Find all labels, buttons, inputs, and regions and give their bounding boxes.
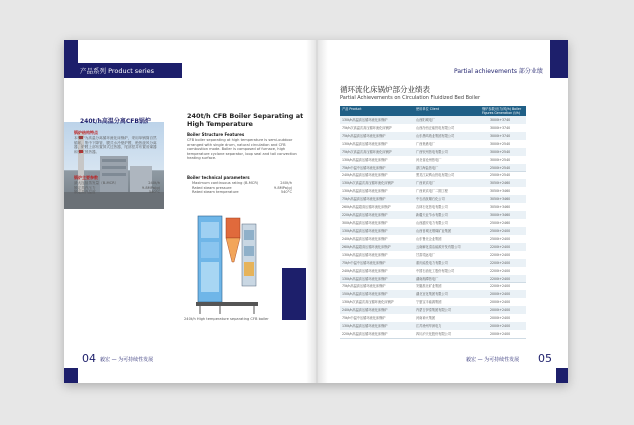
cell-client: 湖南湘潭热电厂 — [416, 276, 439, 281]
cell-client: 山东晨鸣纸业集团有限公司 — [416, 133, 455, 138]
param-en-row: Rated steam pressure 9.8MPa(g) — [192, 185, 292, 190]
table-body — [340, 116, 526, 338]
cell-client: 安徽淮北矿业集团 — [416, 284, 442, 289]
cell-capacity: 2000t+2400 — [490, 300, 511, 305]
features-en-title: Boiler Structure Features — [187, 132, 245, 137]
cell-product: 75t/h中温中压循环流化床锅炉 — [342, 165, 386, 170]
cell-capacity: 2200t+2400 — [490, 244, 511, 249]
cell-product: 240t/h高温高压循环流化床锅炉 — [342, 173, 388, 178]
cell-product: 75t/h高温高压循环流化床锅炉 — [342, 197, 386, 202]
param-cn-row: 最大连续蒸发量（B-MCR） 240t/h — [74, 181, 160, 185]
table-row — [340, 330, 526, 339]
cell-capacity: 3000t+3740 — [490, 125, 511, 130]
param-cn-row: 额定蒸汽压力 9.8MPa(g) — [74, 185, 160, 190]
cell-client: 广西钦州热电有限公司 — [416, 149, 448, 154]
footer-text-left: 毅宏 — 为可持续性发展 — [100, 357, 154, 363]
table-header — [340, 106, 526, 116]
cell-product: 130t/h高温高压循环流化床锅炉 — [342, 228, 388, 233]
cell-capacity: 2200t+2400 — [490, 284, 511, 289]
cell-capacity: 2200t+2400 — [490, 276, 511, 281]
cell-client: 云南解化清洁能源开发有限公司 — [416, 244, 461, 249]
cell-capacity: 3000t+2540 — [490, 157, 511, 162]
cell-product: 75t/h中温中压循环流化床锅炉 — [342, 316, 386, 321]
cell-product: 75t/h高温高压循环流化床锅炉 — [342, 284, 386, 289]
cell-product: 150t/h高温高压循环流化床锅炉 — [342, 292, 388, 297]
cell-capacity: 3050t+3460 — [490, 189, 511, 194]
cell-capacity: 3000t+3740 — [490, 117, 511, 122]
cell-capacity: 2000t+2400 — [490, 332, 511, 337]
cell-capacity: 3050t+3460 — [490, 197, 511, 202]
cell-client: 内蒙古伊泰集团有限公司 — [416, 308, 452, 313]
cell-product: 75t/h中温中压循环流化床锅炉 — [342, 260, 386, 265]
cell-product: 220t/h高温高压循环流化床锅炉 — [342, 332, 388, 337]
cell-client: 四川泸天化股份有限公司 — [416, 332, 452, 337]
cell-product: 130t/h高温高压循环流化床锅炉 — [342, 276, 388, 281]
cell-product: 75t/h次高温次高压循环流化床锅炉 — [342, 125, 392, 130]
cell-client: 江苏徐州华润电力 — [416, 324, 442, 329]
cell-client: 山西晋城无烟煤矿业集团 — [416, 228, 452, 233]
top-right-navy-corner — [550, 40, 568, 78]
cell-client: 中国石油化工股份有限公司 — [416, 268, 455, 273]
features-en-text: CFB boiler separating at high temperature is semi-outdoor arranged with single drum, natural circulation and CFB combustion mode. Boiler is composed of furnace, high temperature cyclone separator, loop seal and tail convection heating surface. — [187, 138, 297, 161]
cell-capacity: 3050t+3460 — [490, 205, 511, 210]
cell-client: 黑龙江双鸭山热电有限公司 — [416, 173, 455, 178]
features-cn-text: 本锅炉为高温分离循环流化床锅炉，采用单锅筒自然循环，集中下降管，膜式水冷壁炉膛，绝热旋风分离器，炉膛上部布置屏式过热器，尾部竖井布置省煤器和空气预热器。 — [74, 136, 157, 154]
footer-text-right: 毅宏 — 为可持续性发展 — [466, 357, 520, 363]
product-title-cn: 240t/h高温分离CFB锅炉 — [80, 118, 151, 125]
cell-client: 山西潞安电力有限公司 — [416, 221, 448, 226]
cell-product: 75t/h次高温次高压循环流化床锅炉 — [342, 149, 392, 154]
footer-page-number-left: 04 — [82, 352, 96, 365]
cell-client: 山东鲁北企业集团 — [416, 236, 442, 241]
left-page — [64, 40, 316, 383]
params-cn-title: 锅炉主要参数 — [74, 175, 98, 180]
achievements-title-en: Partial Achievements on Circulation Fluidized Bed Boiler — [340, 95, 481, 101]
params-en-title: Boiler technical parameters — [187, 175, 250, 180]
cell-capacity: 2500t+2400 — [490, 236, 511, 241]
boiler-cross-section-drawing — [192, 210, 262, 318]
cell-client: 新疆天业节水有限公司 — [416, 213, 448, 218]
param-en-row: Maximum continuous rating (B-MCR) 240t/h — [192, 181, 292, 185]
features-cn-title: 锅炉结构特点 — [74, 130, 98, 135]
cell-client: 甘肃靖远电厂 — [416, 252, 436, 257]
cell-client: 河南神火集团 — [416, 316, 436, 321]
cell-product: 130t/h高温高压循环流化床锅炉 — [342, 117, 388, 122]
brochure-spread — [64, 40, 568, 383]
cell-capacity: 2500t+2540 — [490, 165, 511, 170]
cell-capacity: 3000t+3740 — [490, 133, 511, 138]
cell-product: 130t/h高温高压循环流化床锅炉 — [342, 252, 388, 257]
cell-client: 河北省沧州热电厂 — [416, 157, 442, 162]
cell-product: 130t/h高温高压循环流化床锅炉 — [342, 141, 388, 146]
cell-product: 220t/h高温高压循环流化床锅炉 — [342, 213, 388, 218]
header-product: 产品 Product — [342, 107, 362, 111]
cell-capacity: 2500t+2540 — [490, 173, 511, 178]
cell-capacity: 2000t+2400 — [490, 316, 511, 321]
cell-product: 300t/h高温高压循环流化床锅炉 — [342, 221, 388, 226]
cell-capacity: 2000t+2400 — [490, 292, 511, 297]
cell-client: 山西阳城电厂 — [416, 117, 436, 122]
cell-product: 130t/h高温高压循环流化床锅炉 — [342, 324, 388, 329]
cell-capacity: 2200t+2400 — [490, 252, 511, 257]
footer-bar-right — [556, 368, 568, 383]
footer-bar-left — [64, 368, 78, 383]
header-label-right: Partial achievements 部分业绩 — [454, 68, 543, 75]
cell-product: 130t/h次高温次高压循环流化床锅炉 — [342, 181, 394, 186]
cell-product: 260t/h高温超高压循环流化床锅炉 — [342, 205, 391, 210]
footer-page-number-right: 05 — [538, 352, 552, 365]
cell-product: 130t/h高温高压循环流化床锅炉 — [342, 189, 388, 194]
product-title-en: 240t/h CFB Boiler Separating at High Temperature — [187, 112, 304, 128]
cell-capacity: 3000t+2540 — [490, 141, 511, 146]
boiler-diagram — [192, 210, 262, 318]
right-page — [316, 40, 568, 383]
cell-product: 240t/h高温高压循环流化床锅炉 — [342, 236, 388, 241]
cell-capacity: 3000t+2540 — [490, 149, 511, 154]
cell-product: 130t/h高温高压循环流化床锅炉 — [342, 157, 388, 162]
cell-product: 260t/h高温超高压循环流化床锅炉 — [342, 244, 391, 249]
achievements-table — [340, 106, 526, 338]
cell-client: 广西来宾电厂 — [416, 181, 436, 186]
param-cn-row: 额定蒸汽温度 540°C — [74, 190, 160, 195]
cell-client: 湖北宜化集团有限公司 — [416, 292, 448, 297]
cell-client: 浙江海盐热电厂 — [416, 165, 439, 170]
params-cn-list — [74, 181, 160, 195]
cell-capacity: 3050t+2460 — [490, 181, 511, 186]
achievements-title-cn: 循环流化床锅炉部分业绩表 — [340, 85, 430, 94]
cell-capacity: 2200t+2400 — [490, 268, 511, 273]
cell-capacity: 3000t+3460 — [490, 213, 511, 218]
header-label: 产品系列 Product series — [80, 67, 155, 75]
cell-capacity: 2500t+2460 — [490, 221, 511, 226]
param-en-row: Rated steam temperature 540°C — [192, 190, 292, 195]
cell-capacity: 2500t+2400 — [490, 228, 511, 233]
cell-client: 宁夏宝丰能源集团 — [416, 300, 442, 305]
cell-product: 240t/h高温高压循环流化床锅炉 — [342, 268, 388, 273]
cell-client: 广西贵港电厂 — [416, 141, 436, 146]
cell-product: 75t/h高温高压循环流化床锅炉 — [342, 133, 386, 138]
cell-product: 130t/h次高温次高压循环流化床锅炉 — [342, 300, 394, 305]
cell-client: 吉林石化热电有限公司 — [416, 205, 448, 210]
cell-client: 重庆能投电力有限公司 — [416, 260, 448, 265]
cell-client: 中石油抚顺石化公司 — [416, 197, 445, 202]
cell-capacity: 2000t+2400 — [490, 308, 511, 313]
header-client: 使用单位 Client — [416, 107, 439, 111]
cell-client: 广西来宾电厂二期工程 — [416, 189, 448, 194]
cell-capacity: 2200t+2400 — [490, 260, 511, 265]
params-en-list — [192, 181, 292, 195]
cell-capacity: 2000t+2400 — [490, 324, 511, 329]
diagram-caption: 240t/h High temperature separating CFB boiler — [184, 317, 269, 321]
diagram-side-bar — [282, 268, 306, 320]
cell-product: 240t/h高温高压循环流化床锅炉 — [342, 308, 388, 313]
header-capacity: 锅炉参数/出力(吨/h) Boiler Figures Generation (t/h) — [482, 107, 522, 115]
cell-client: 山西汾西正能热电有限公司 — [416, 125, 455, 130]
